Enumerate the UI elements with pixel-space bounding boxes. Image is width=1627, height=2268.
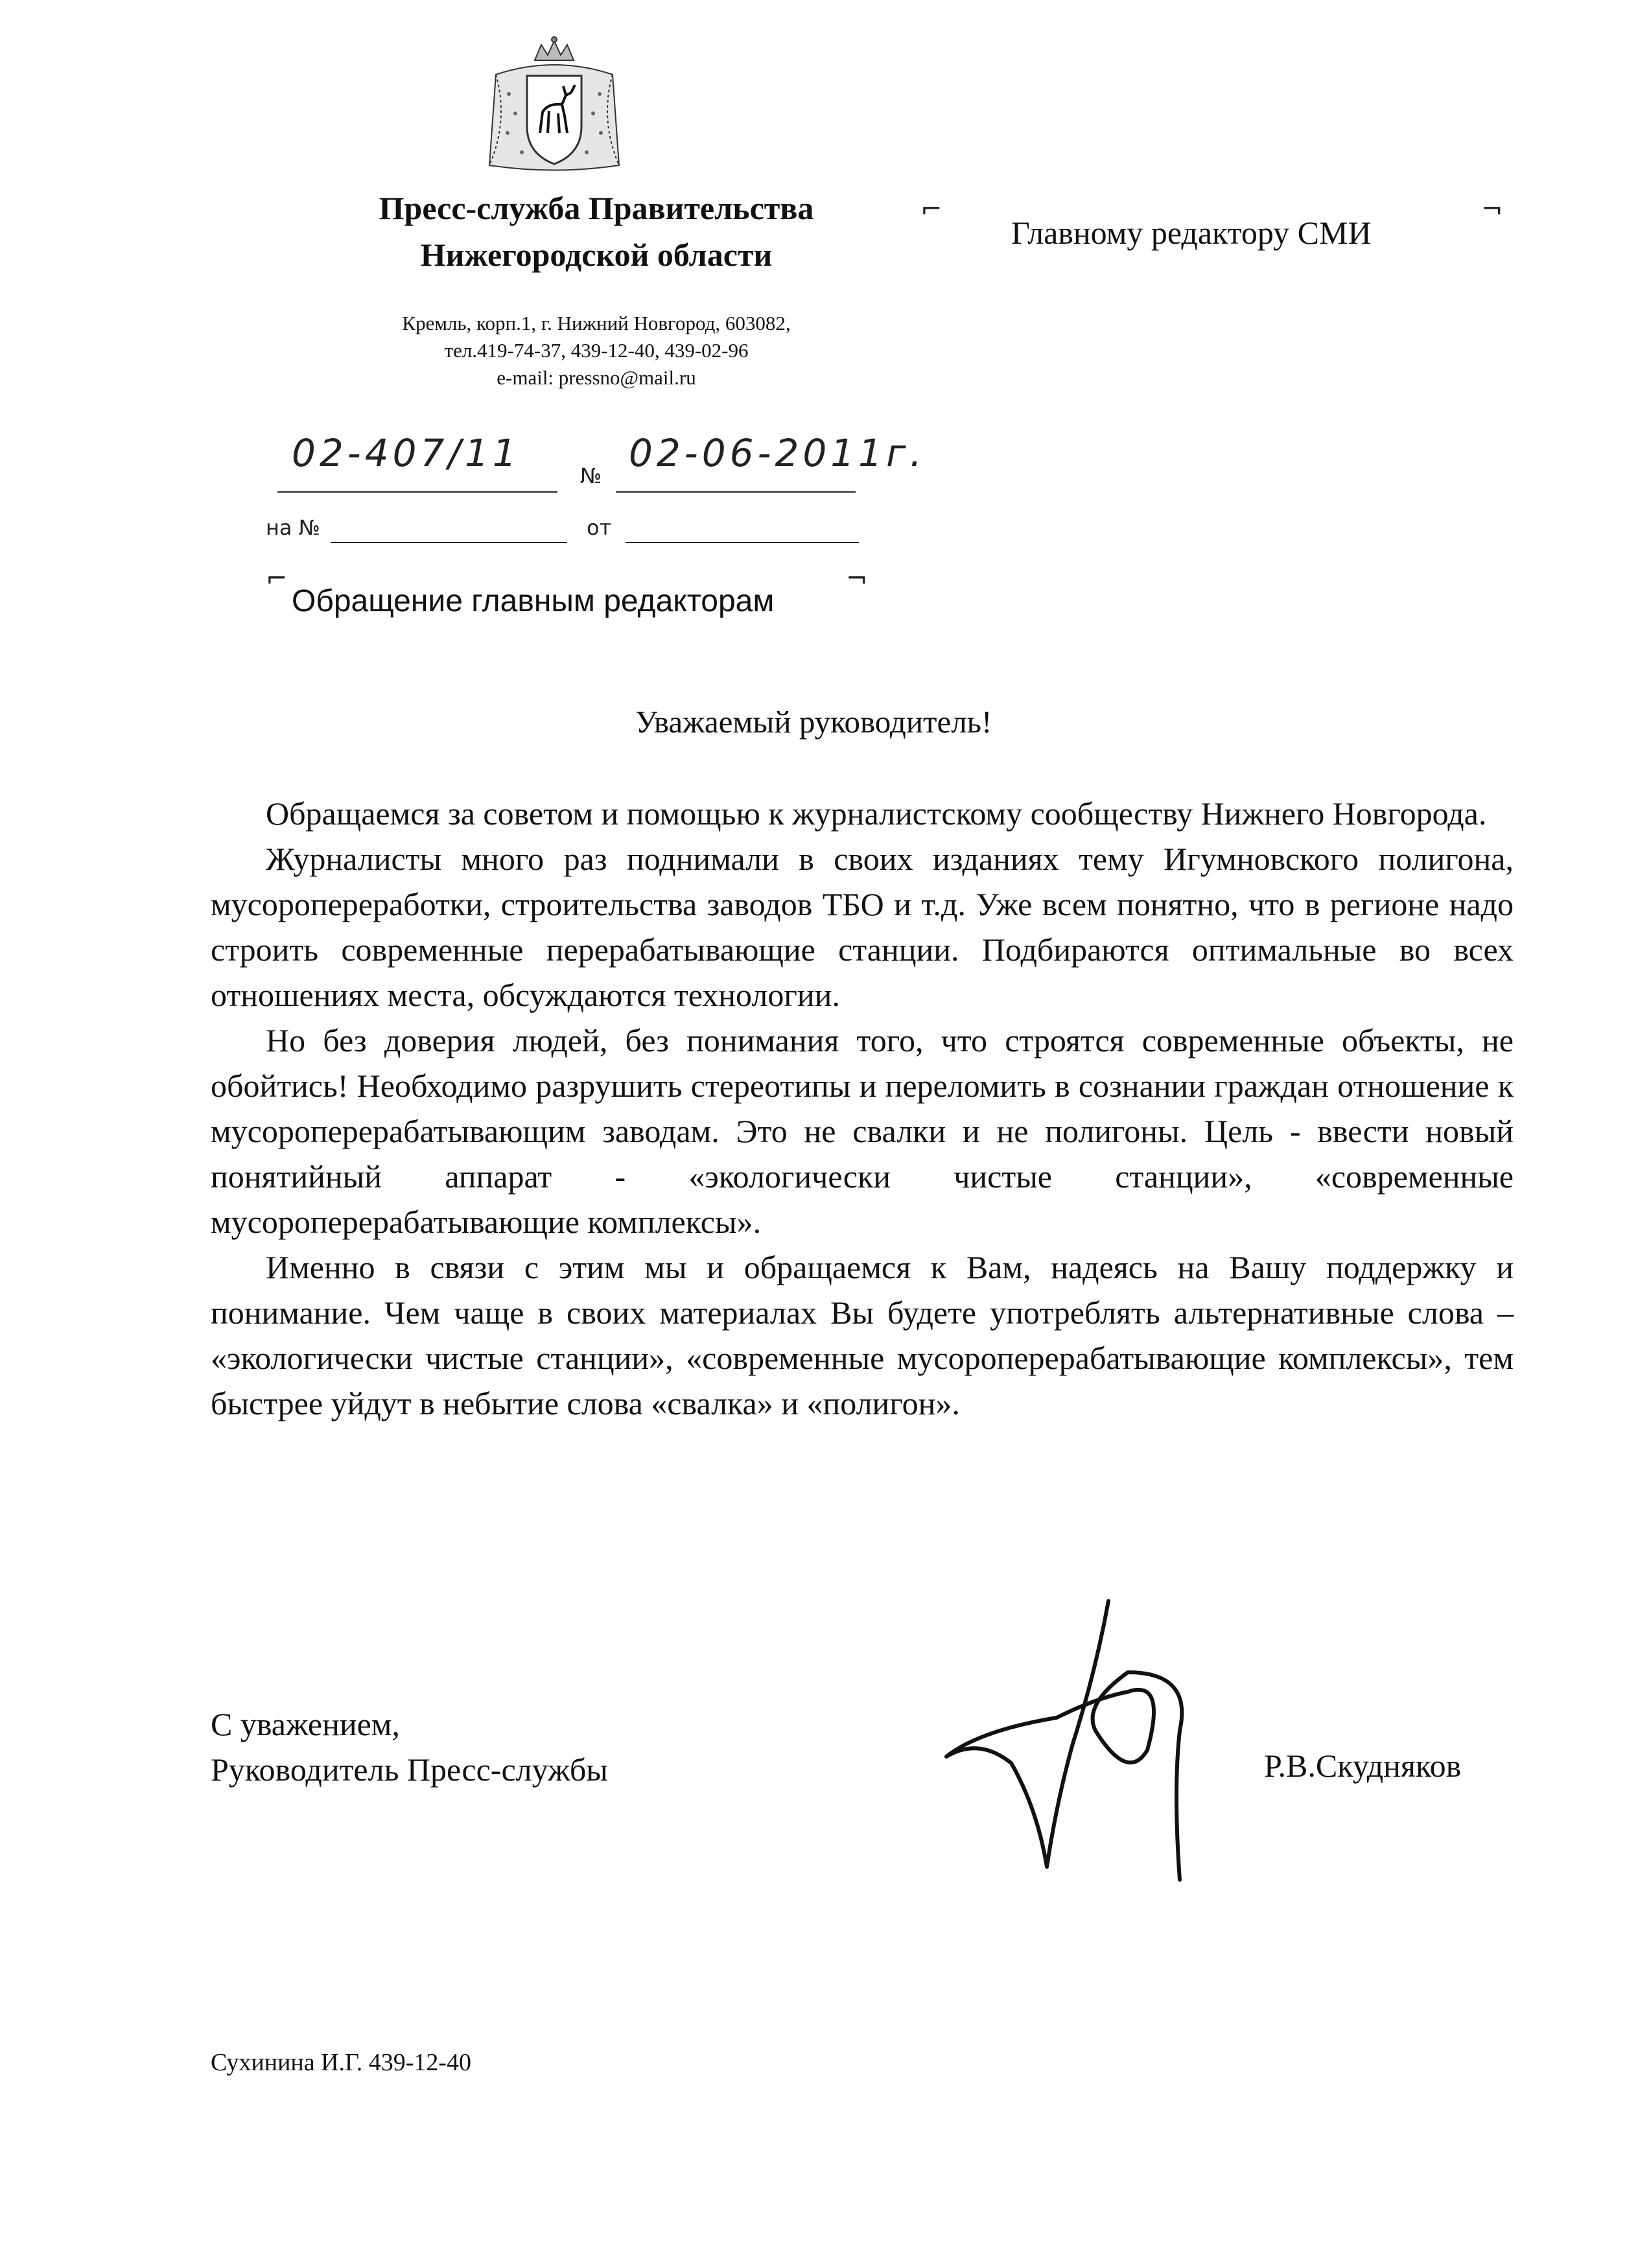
letter-body: [211, 791, 1514, 1426]
contact-info: [194, 310, 998, 392]
coat-of-arms-emblem: [470, 36, 638, 178]
reply-date-label: от: [587, 515, 612, 540]
corner-mark-top-right: ¬: [1481, 194, 1503, 224]
subject-corner-right: ¬: [846, 564, 868, 594]
subject-corner-left: ⌐: [266, 564, 288, 594]
email-address: e-mail: pressno@mail.ru: [497, 366, 696, 389]
body-paragraph: Журналисты много раз поднимали в своих изданиях тему Игумновского полигона, мусоропереработки, строительства заводов ТБО и т.д. Уже всем понятно, что в регионе надо строить современные перерабатывающие станции. Подбираются оптимальные во всех отношениях места, обсуждаются технологии.: [211, 841, 1514, 1013]
registration-number-line: [277, 491, 557, 493]
signatory-name: Р.В.Скудняков: [1264, 1748, 1462, 1784]
letter-subject: Обращение главным редакторам: [292, 584, 775, 618]
registration-date-line: [616, 491, 856, 493]
salutation: Уважаемый руководитель!: [635, 704, 992, 740]
body-paragraph: Но без доверия людей, без понимания того, что строятся современные объекты, не обойтись! Необходимо разрушить стереотипы и переломить в сознании граждан отношение к мусороперерабатывающим заводам. Это не свалки и не полигоны. Цель - ввести новый понятийный аппарат - «экологически чистые станции», «современные мусороперерабатывающие комплексы».: [211, 1022, 1514, 1240]
organization-name-line2: Нижегородской области: [420, 237, 773, 273]
closing-regards: С уважением,: [211, 1706, 400, 1742]
corner-mark-top-left: ⌐: [920, 194, 942, 224]
addressee: Главному редактору СМИ: [1011, 215, 1372, 251]
registration-number: 02-407/11: [292, 431, 521, 475]
number-label: №: [580, 463, 602, 488]
registration-date: 02-06-2011г.: [629, 431, 926, 475]
reply-number-line: [331, 542, 567, 543]
body-paragraph: Именно в связи с этим мы и обращаемся к Вам, надеясь на Вашу поддержку и понимание. Чем чаще в своих материалах Вы будете употреблять альтернативные слова – «экологически чистые станции», «современные мусороперерабатывающие комплексы», тем быстрее уйдут в небытие слова «свалка» и «полигон».: [211, 1249, 1514, 1421]
handwritten-signature: [933, 1595, 1232, 1886]
body-paragraph: Обращаемся за советом и помощью к журналистскому сообществу Нижнего Новгорода.: [266, 795, 1487, 832]
reply-number-label: на №: [266, 515, 320, 540]
organization-name: [194, 185, 998, 278]
organization-name-line1: Пресс-служба Правительства: [379, 190, 814, 226]
postal-address: Кремль, корп.1, г. Нижний Новгород, 603082,: [402, 312, 791, 334]
reply-date-line: [626, 542, 859, 543]
executor-contact: Сухинина И.Г. 439-12-40: [211, 2049, 472, 2076]
phone-numbers: тел.419-74-37, 439-12-40, 439-02-96: [444, 339, 749, 362]
closing-block: [211, 1701, 608, 1792]
signatory-position: Руководитель Пресс-службы: [211, 1751, 608, 1788]
